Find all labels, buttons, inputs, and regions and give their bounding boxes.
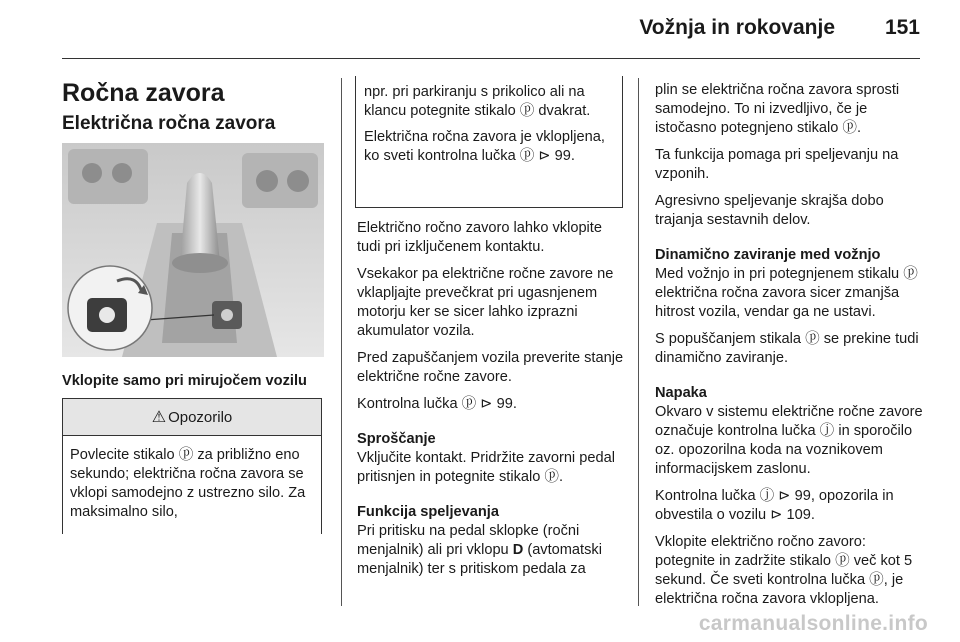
- right-column: [655, 81, 925, 617]
- right-paragraph-1: plin se električna ročna zavora sprosti samodejno. To ni izvedljivo, če je istočasno potegnjeno stikalo ⓟ.: [655, 82, 900, 136]
- watermark: carmanualsonline.info: [698, 612, 928, 635]
- dynamic-braking-heading: Dinamično zaviranje med vožnjo: [655, 247, 881, 263]
- right-paragraph-3: Agresivno speljevanje skrajša dobo trajanja sestavnih delov.: [655, 193, 884, 228]
- left-column: [62, 78, 324, 136]
- warning-continuation-box: [355, 76, 623, 208]
- middle-paragraph-1: Električno ročno zavoro lahko vklopite tudi pri izključenem kontaktu.: [357, 220, 602, 255]
- startoff-text: Pri pritisku na pedal sklopke (ročni menjalnik) ali pri vklopu D (avtomatski menjalnik) ter s pritiskom pedala za: [357, 523, 602, 577]
- warning-box: [62, 398, 322, 528]
- photo-caption: Vklopite samo pri mirujočem vozilu: [62, 373, 307, 389]
- release-text: Vključite kontakt. Pridržite zavorni pedal pritisnjen in potegnite stikalo ⓟ.: [357, 450, 615, 485]
- console-illustration: [62, 143, 324, 357]
- warning-title: Opozorilo: [168, 408, 233, 426]
- right-paragraph-4: S popuščanjem stikala ⓟ se prekine tudi dinamično zaviranje.: [655, 331, 919, 366]
- middle-paragraph-4: Kontrolna lučka ⓟ ⊳ 99.: [357, 396, 517, 412]
- column-divider-left: [341, 78, 342, 606]
- right-paragraph-5: Kontrolna lučka ⓙ ⊳ 99, opozorila in obvestila o vozilu ⊳ 109.: [655, 488, 894, 523]
- startoff-heading: Funkcija speljevanja: [357, 504, 499, 520]
- warning-header: [62, 398, 322, 435]
- middle-paragraph-2: Vsekakor pa električne ročne zavore ne vklapljajte prevečkrat pri ugasnjenem motorju ker se sicer lahko izprazni akumulator vozila.: [357, 266, 614, 339]
- fault-heading: Napaka: [655, 385, 707, 401]
- middle-paragraph-3: Pred zapuščanjem vozila preverite stanje električne ročne zavore.: [357, 350, 624, 385]
- middle-column: [357, 219, 627, 587]
- parking-brake-photo: [62, 143, 324, 357]
- page-header-title: Vožnja in rokovanje: [639, 16, 835, 39]
- warning-triangle-icon: ⚠: [151, 409, 167, 426]
- column-divider-right: [638, 78, 639, 606]
- fault-text: Okvaro v sistemu električne ročne zavore označuje kontrolna lučka ⓙ in sporočilo oz. opozorilna koda na voznikovem informacijskem zaslonu.: [655, 404, 923, 477]
- right-paragraph-2: Ta funkcija pomaga pri speljevanju na vzponih.: [655, 147, 899, 182]
- section-subheading: Električna ročna zavora: [62, 113, 276, 134]
- section-heading: Ročna zavora: [62, 79, 225, 107]
- warning-continuation-p1: npr. pri parkiranju s prikolico ali na klancu potegnite stikalo ⓟ dvakrat.: [364, 84, 591, 119]
- right-paragraph-6: Vklopite električno ročno zavoro: potegnite in zadržite stikalo ⓟ več kot 5 sekund. Če sveti kontrolna lučka ⓟ, je električna ročna zavora vklopljena.: [655, 534, 913, 607]
- header-rule: [62, 58, 920, 59]
- release-heading: Sproščanje: [357, 431, 436, 447]
- page-number: 151: [884, 16, 920, 39]
- warning-continuation-p2: Električna ročna zavora je vklopljena, ko sveti kontrolna lučka ⓟ ⊳ 99.: [364, 129, 605, 164]
- warning-body: Povlecite stikalo ⓟ za približno eno sekundo; električna ročna zavora se vklopi samodejno z ustrezno silo. Za maksimalno silo,: [62, 435, 322, 534]
- dynamic-braking-text: Med vožnjo in pri potegnjenem stikalu ⓟ električna ročna zavora sicer zmanjša hitrost vozila, vendar ga ne ustavi.: [655, 266, 918, 320]
